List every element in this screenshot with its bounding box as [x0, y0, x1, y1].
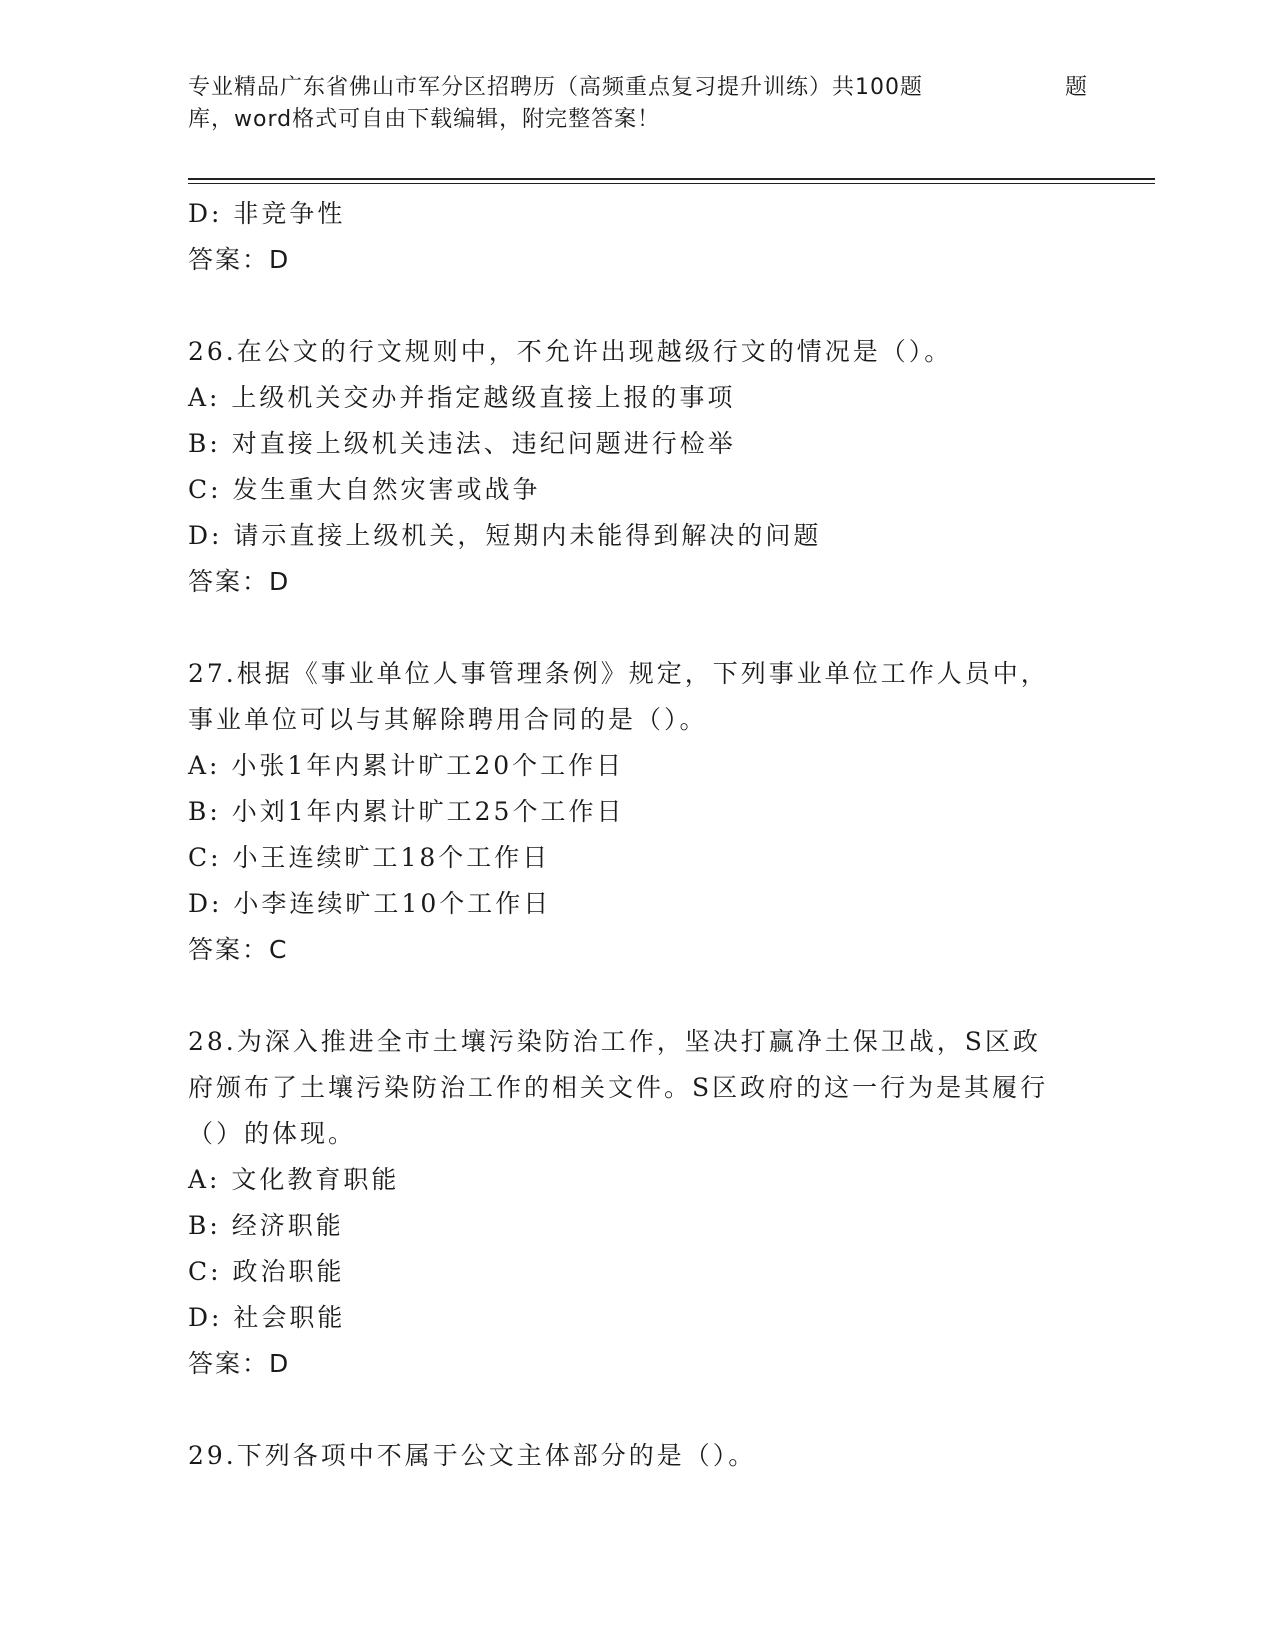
question-list — [188, 191, 1088, 1479]
q27-option-b: B: 小刘1年内累计旷工25个工作日 — [188, 797, 625, 826]
q26-option-b: B: 对直接上级机关违法、违纪问题进行检举 — [188, 429, 736, 458]
header-line-2: 库，word格式可自由下载编辑，附完整答案！ — [188, 107, 661, 132]
header-line-1 — [188, 72, 1088, 104]
q26-answer: 答案：D — [188, 567, 291, 596]
q28-option-d: D: 社会职能 — [188, 1303, 346, 1332]
q27-question-line-2: 事业单位可以与其解除聘用合同的是（）。 — [188, 705, 708, 734]
header-divider — [188, 178, 1155, 180]
q26-option-c: C: 发生重大自然灾害或战争 — [188, 475, 541, 504]
q25-option-d: D: 非竞争性 — [188, 199, 346, 228]
q28-answer: 答案：D — [188, 1349, 291, 1378]
header-divider-thin — [188, 183, 1155, 184]
q28-question-line-1: 28.为深入推进全市土壤污染防治工作，坚决打赢净土保卫战，S区政 — [188, 1027, 1041, 1056]
page-header — [188, 72, 1088, 136]
q28-question-line-2: 府颁布了土壤污染防治工作的相关文件。S区政府的这一行为是其履行 — [188, 1073, 1049, 1102]
q27-option-c: C: 小王连续旷工18个工作日 — [188, 843, 551, 872]
q28-option-a: A: 文化教育职能 — [188, 1165, 400, 1194]
q26-option-a: A: 上级机关交办并指定越级直接上报的事项 — [188, 383, 736, 412]
q26-option-d: D: 请示直接上级机关，短期内未能得到解决的问题 — [188, 521, 822, 550]
header-title-end: 题 — [1064, 75, 1088, 100]
q27-option-d: D: 小李连续旷工10个工作日 — [188, 889, 552, 918]
q28-question-line-3: （）的体现。 — [188, 1119, 357, 1148]
q28-option-b: B: 经济职能 — [188, 1211, 344, 1240]
header-title: 专业精品广东省佛山市军分区招聘历（高频重点复习提升训练）共100题 — [188, 75, 923, 100]
q27-answer: 答案：C — [188, 935, 289, 964]
q29-question: 29.下列各项中不属于公文主体部分的是（）。 — [188, 1441, 757, 1470]
q28-option-c: C: 政治职能 — [188, 1257, 345, 1286]
q26-question: 26.在公文的行文规则中，不允许出现越级行文的情况是（）。 — [188, 337, 953, 366]
q25-answer: 答案：D — [188, 245, 291, 274]
q27-option-a: A: 小张1年内累计旷工20个工作日 — [188, 751, 625, 780]
q27-question-line-1: 27.根据《事业单位人事管理条例》规定，下列事业单位工作人员中， — [188, 659, 1049, 688]
